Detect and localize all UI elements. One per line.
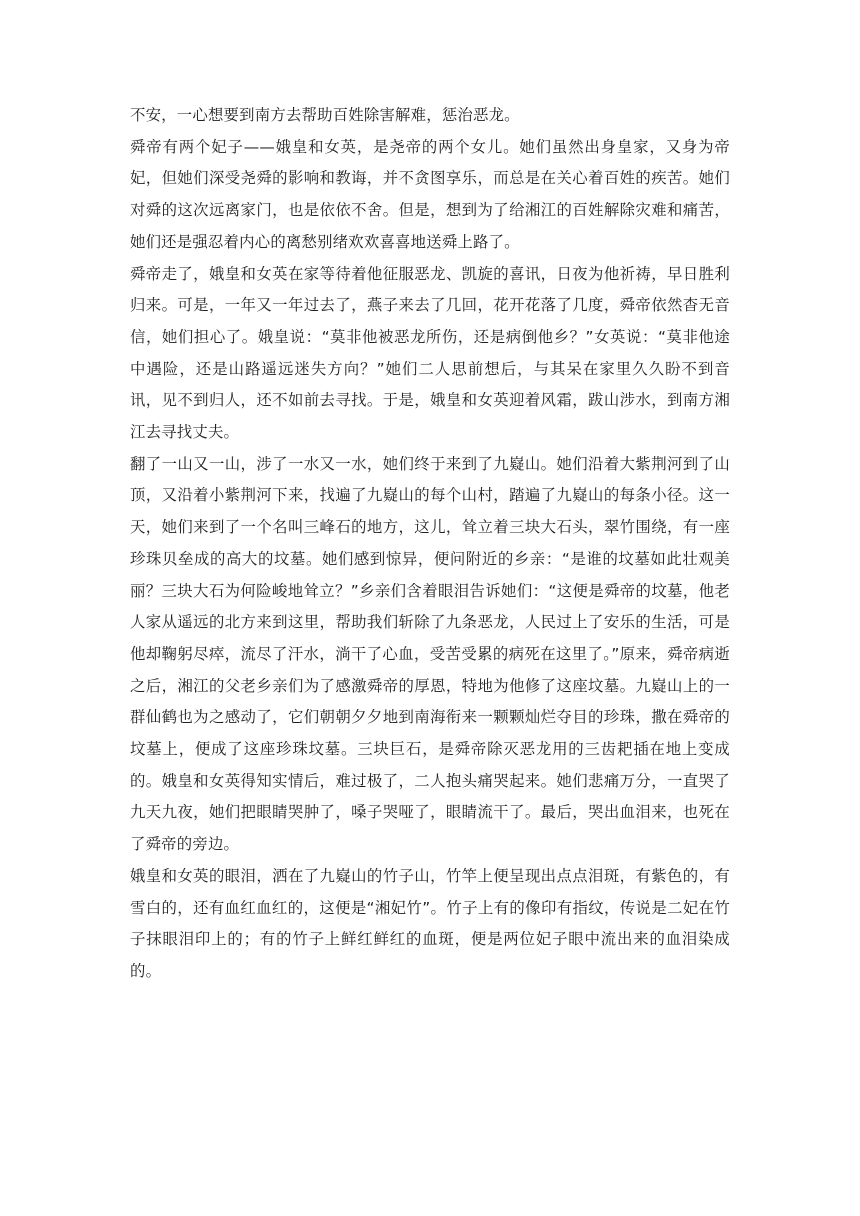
paragraph-4: 翻了一山又一山，涉了一水又一水，她们终于来到了九嶷山。她们沿着大紫荆河到了山顶，又沿着小紫荆河下来，找遍了九嶷山的每个山村，踏遍了九嶷山的每条小径。这一天，她们来到了一个名叫三峰石的地方，这儿，耸立着三块大石头，翠竹围绕，有一座珍珠贝垒成的高大的坟墓。她们感到惊异，便问附近的乡亲：“是谁的坟墓如此壮观美丽？三块大石为何险峻地耸立？”乡亲们含着眼泪告诉她们：“这便是舜帝的坟墓，他老人家从遥远的北方来到这里，帮助我们斩除了九条恶龙，人民过上了安乐的生活，可是他却鞠躬尽瘁，流尽了汗水，淌干了心血，受苦受累的病死在这里了。”原来，舜帝病逝之后，湘江的父老乡亲们为了感激舜帝的厚恩，特地为他修了这座坟墓。九嶷山上的一群仙鹤也为之感动了，它们朝朝夕夕地到南海衔来一颗颗灿烂夺目的珍珠，撒在舜帝的坟墓上，便成了这座珍珠坟墓。三块巨石，是舜帝除灭恶龙用的三齿耙插在地上变成的。娥皇和女英得知实情后，难过极了，二人抱头痛哭起来。她们悲痛万分，一直哭了九天九夜，她们把眼睛哭肿了，嗓子哭哑了，眼睛流干了。最后，哭出血泪来，也死在了舜帝的旁边。 (130, 454, 730, 854)
paragraph-1: 不安，一心想要到南方去帮助百姓除害解难，惩治恶龙。 (130, 106, 520, 124)
story-text (130, 100, 730, 988)
paragraph-2: 舜帝有两个妃子——娥皇和女英，是尧帝的两个女儿。她们虽然出身皇家，又身为帝妃，但她们深受尧舜的影响和教诲，并不贪图享乐，而总是在关心着百姓的疾苦。她们对舜的这次远离家门，也是依依不舍。但是，想到为了给湘江的百姓解除灾难和痛苦，她们还是强忍着内心的离愁别绪欢欢喜喜地送舜上路了。 (130, 137, 730, 251)
paragraph-5: 娥皇和女英的眼泪，洒在了九嶷山的竹子山，竹竿上便呈现出点点泪斑，有紫色的，有雪白的，还有血红血红的，这便是“湘妃竹”。竹子上有的像印有指纹，传说是二妃在竹子抹眼泪印上的；有的竹子上鲜红鲜红的血斑，便是两位妃子眼中流出来的血泪染成的。 (130, 866, 730, 980)
paragraph-3: 舜帝走了，娥皇和女英在家等待着他征服恶龙、凯旋的喜讯，日夜为他祈祷，早日胜利归来。可是，一年又一年过去了，燕子来去了几回，花开花落了几度，舜帝依然杳无音信，她们担心了。娥皇说：“莫非他被恶龙所伤，还是病倒他乡？”女英说：“莫非他途中遇险，还是山路遥远迷失方向？”她们二人思前想后，与其呆在家里久久盼不到音讯，见不到归人，还不如前去寻找。于是，娥皇和女英迎着风霜，跋山涉水，到南方湘江去寻找丈夫。 (130, 264, 730, 442)
